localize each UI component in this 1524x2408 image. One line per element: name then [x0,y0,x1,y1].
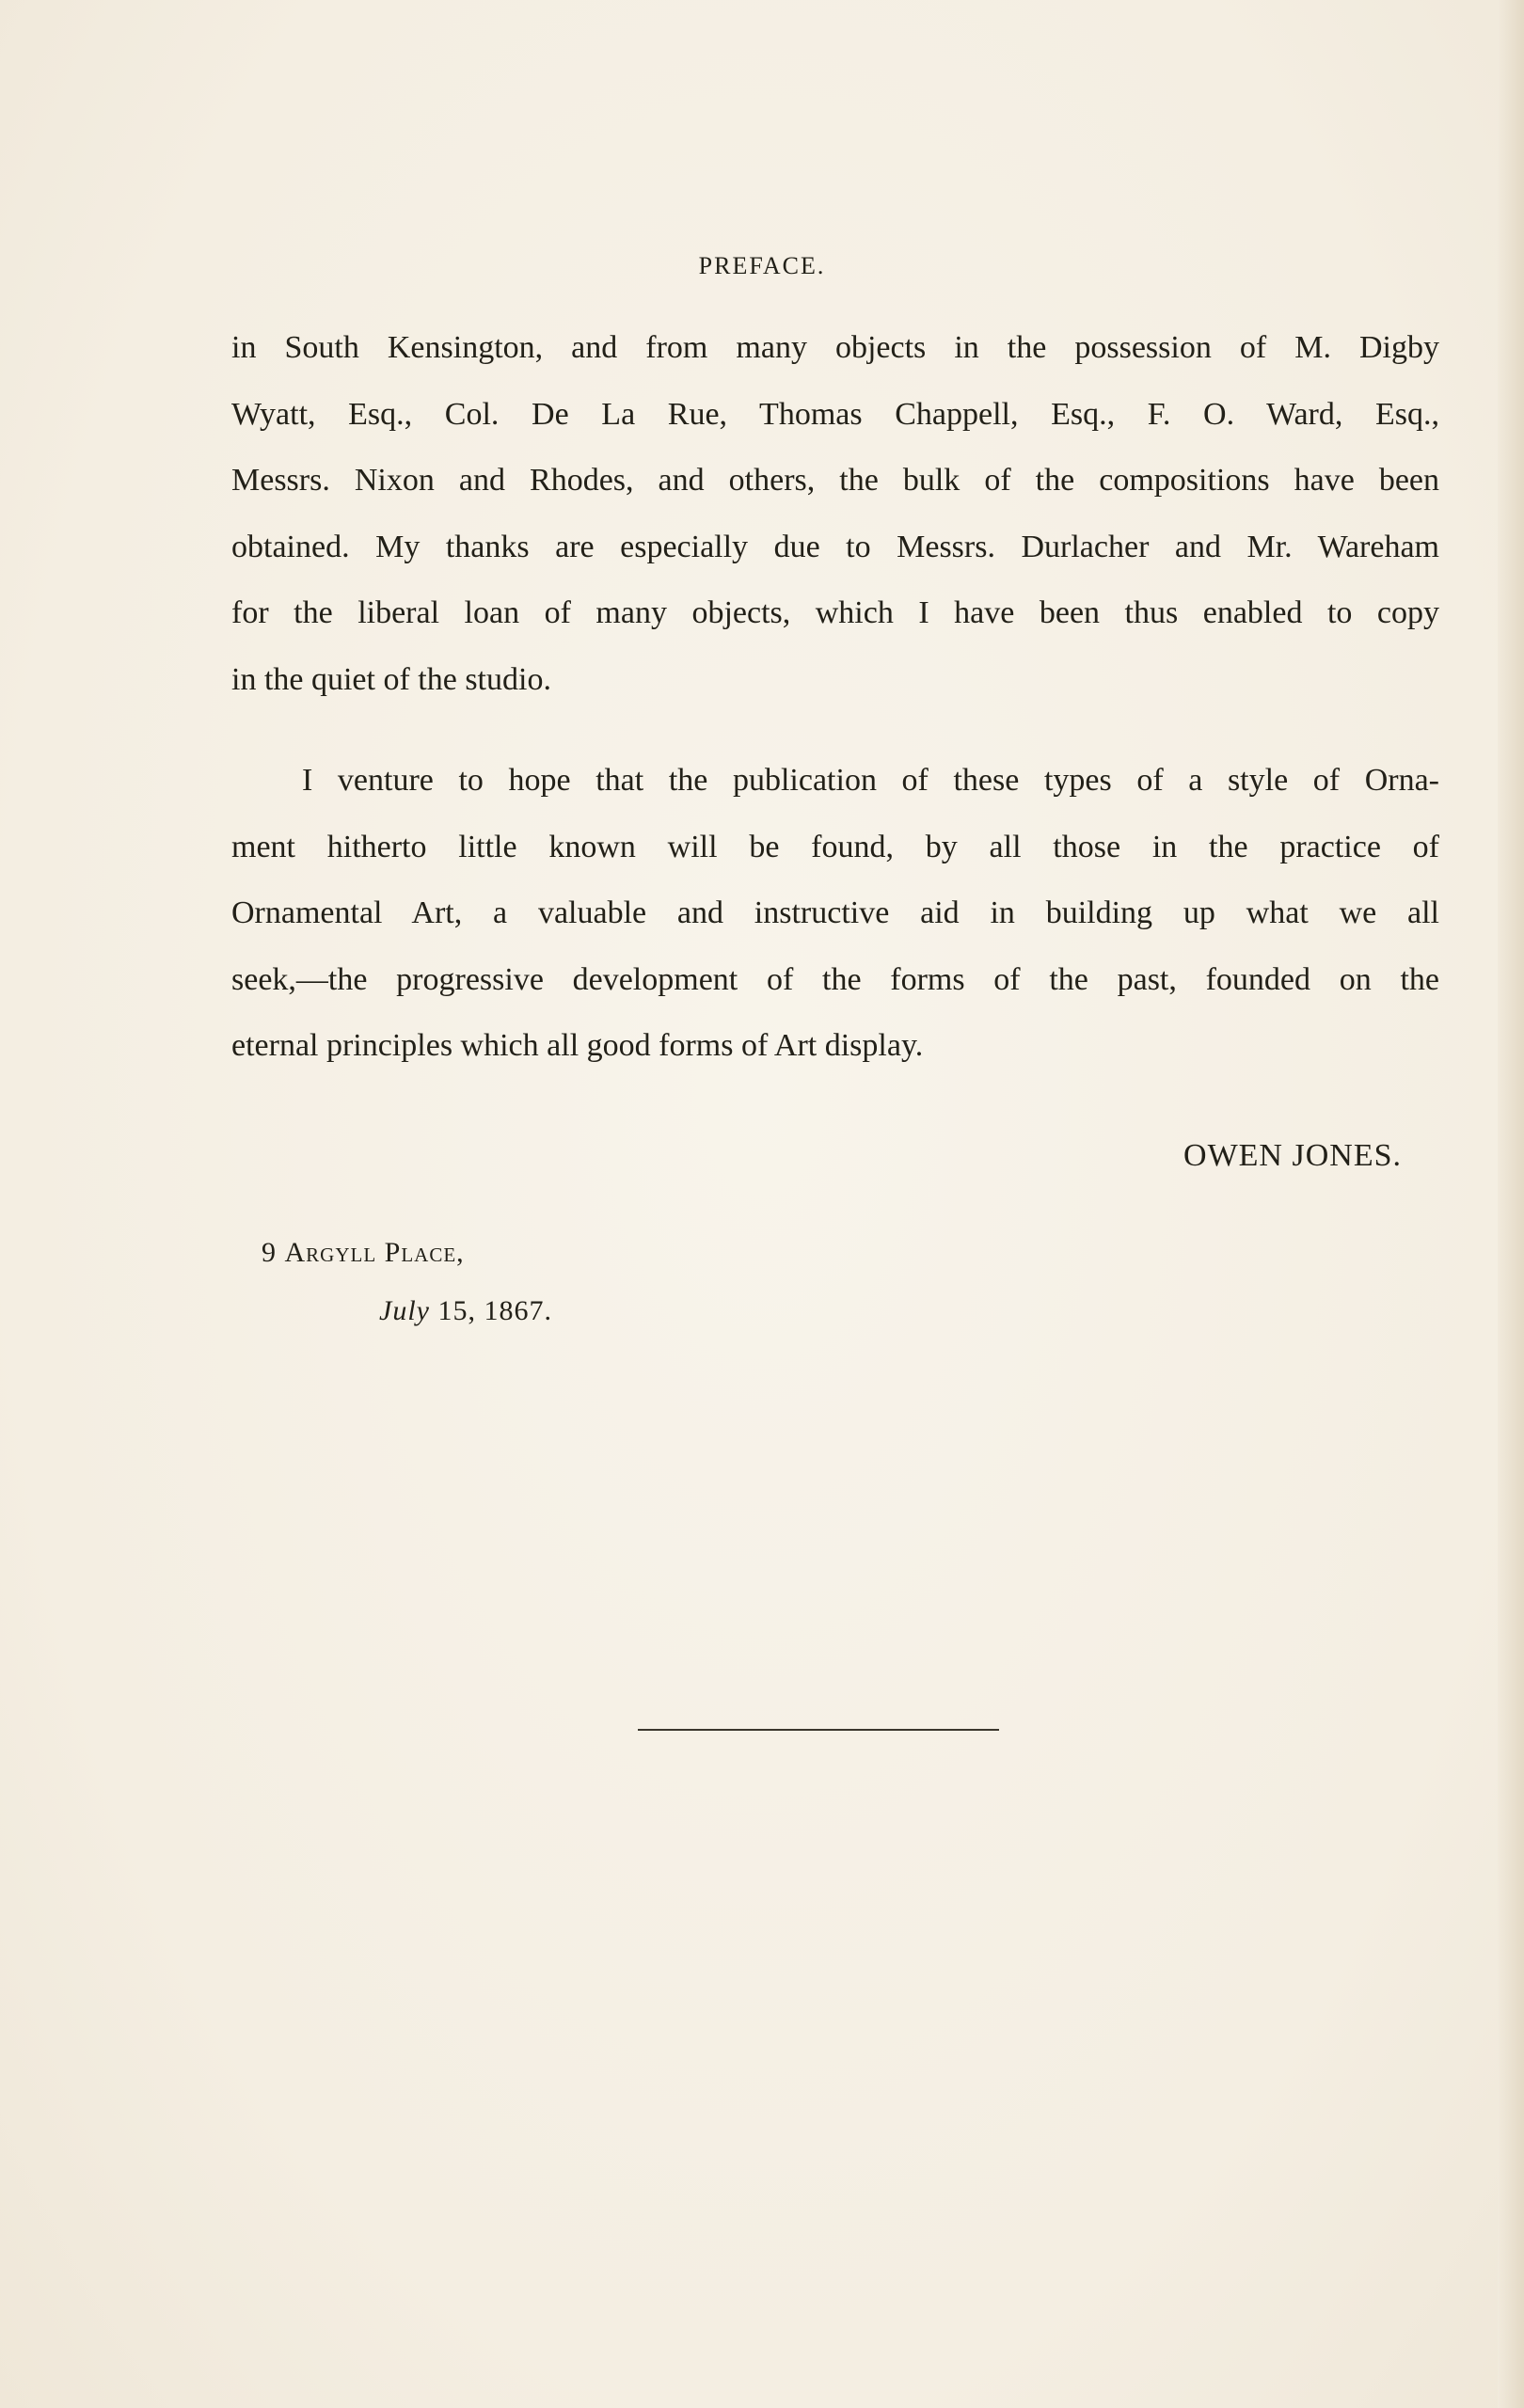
text-line: ment hitherto little known will be found, by all those in the practice of [231,829,1439,864]
text-line: obtained. My thanks are especially due to Messrs. Durlacher and Mr. Wareham [231,529,1439,564]
date-month: July [379,1295,430,1326]
author-signature: OWEN JONES. [1183,1138,1402,1173]
running-head: PREFACE. [698,252,826,279]
text-line: seek,—the progressive development of the forms of the past, founded on the [231,961,1439,997]
closing-rule [638,1729,999,1731]
page-edge [1498,0,1524,2408]
address-line [262,1237,465,1269]
text-line: in South Kensington, and from many objects in the possession of M. Digby [231,330,1439,365]
text-line: in the quiet of the studio. [231,661,551,697]
address-street: Argyll Place, [284,1237,465,1268]
date-line [379,1295,552,1327]
text-line: eternal principles which all good forms of Art display. [231,1028,924,1063]
paragraph-1 [231,315,1439,713]
text-line: I venture to hope that the publication of these types of a style of Orna- [302,763,1439,798]
text-line: Wyatt, Esq., Col. De La Rue, Thomas Chappell, Esq., F. O. Ward, Esq., [231,396,1439,432]
text-line: Messrs. Nixon and Rhodes, and others, the bulk of the compositions have been [231,463,1439,498]
date-rest: 15, 1867. [437,1295,552,1326]
text-line: Ornamental Art, a valuable and instructive aid in building up what we all [231,895,1439,930]
text-line: for the liberal loan of many objects, which I have been thus enabled to copy [231,595,1439,630]
address-number: 9 [262,1237,277,1268]
paragraph-2 [231,748,1439,1080]
